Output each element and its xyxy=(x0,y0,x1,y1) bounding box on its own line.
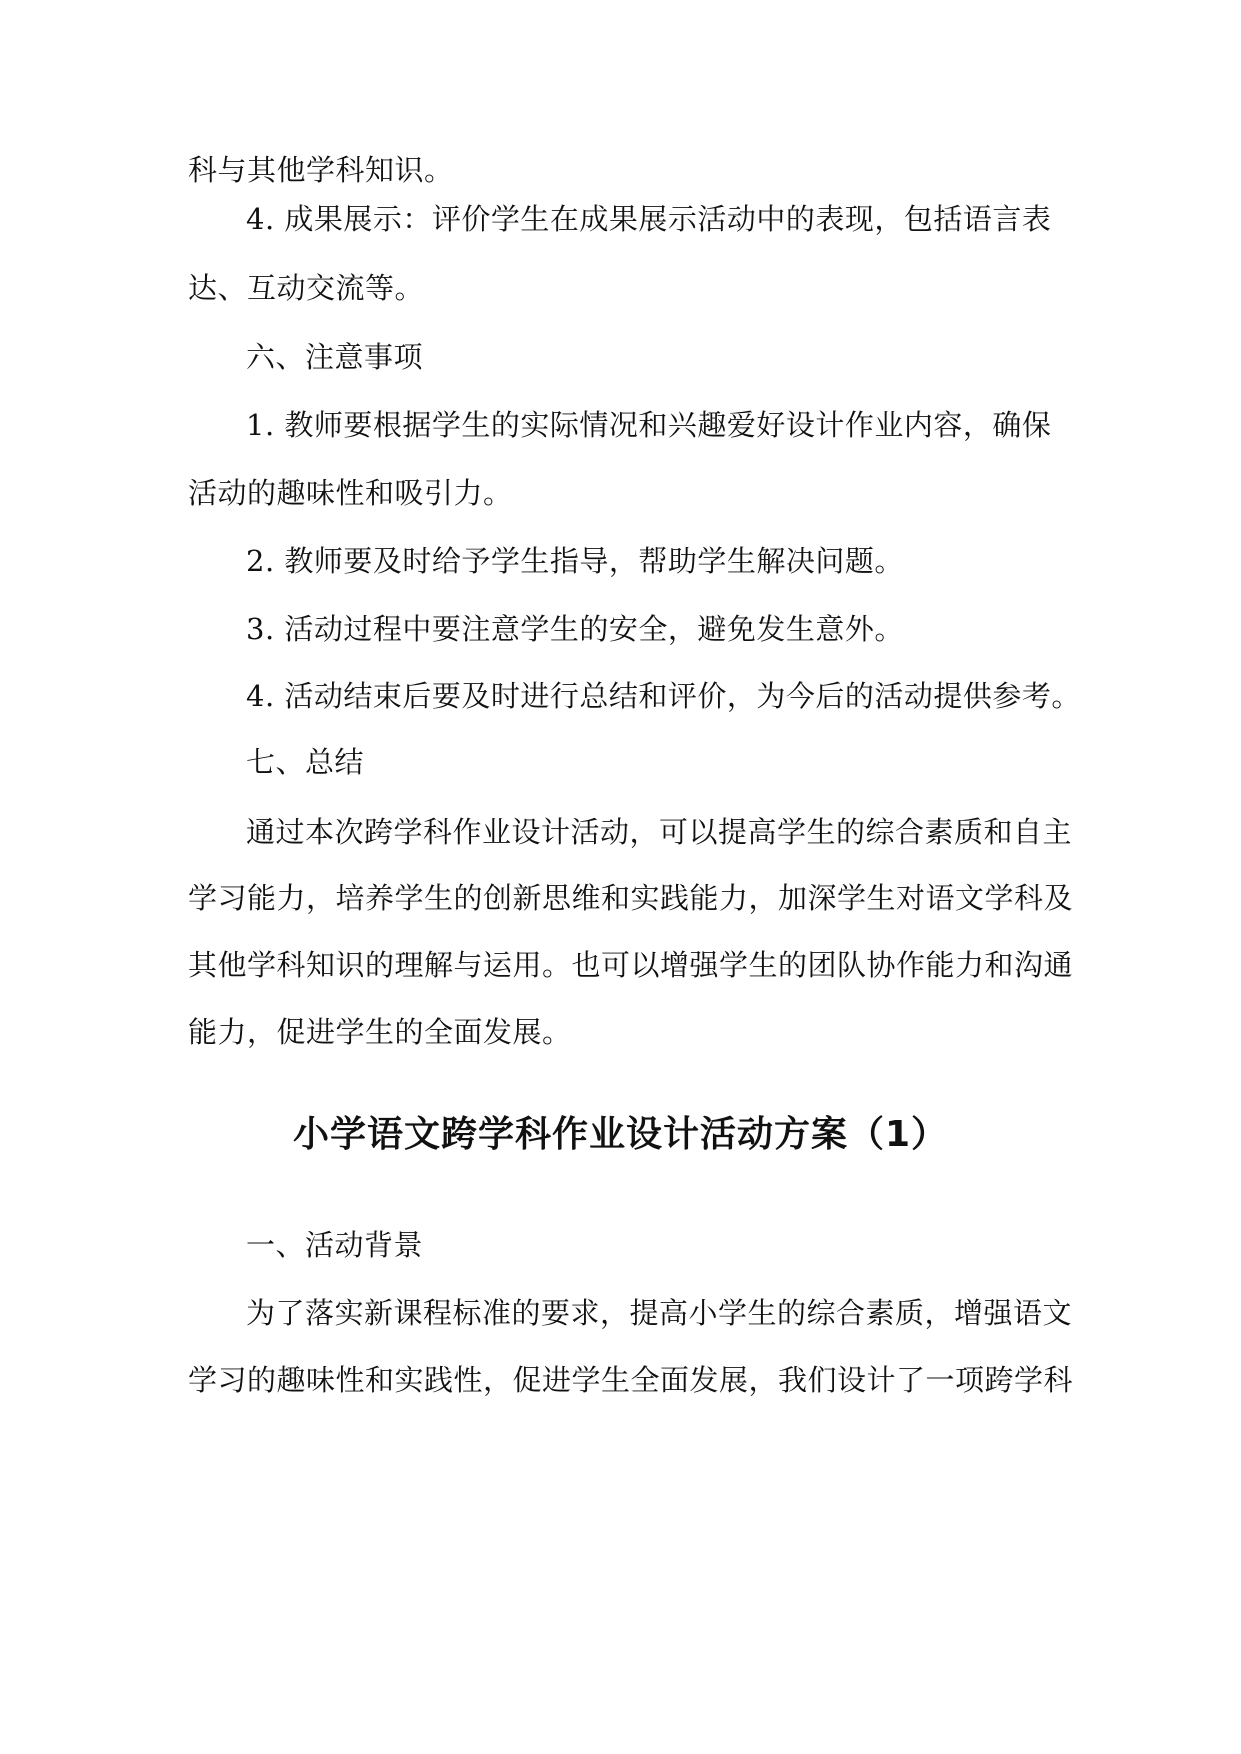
paragraph-line: 科与其他学科知识。 xyxy=(188,153,454,187)
section-heading: 七、总结 xyxy=(246,745,365,779)
section-heading: 六、注意事项 xyxy=(246,340,424,374)
paragraph-line: 4. 成果展示：评价学生在成果展示活动中的表现，包括语言表 xyxy=(246,202,1052,236)
paragraph-line: 能力，促进学生的全面发展。 xyxy=(188,1015,572,1049)
paragraph-line: 学习的趣味性和实践性，促进学生全面发展，我们设计了一项跨学科 xyxy=(188,1363,1074,1397)
paragraph-line: 为了落实新课程标准的要求，提高小学生的综合素质，增强语文 xyxy=(246,1296,1073,1330)
paragraph-line: 3. 活动过程中要注意学生的安全，避免发生意外。 xyxy=(246,612,904,646)
paragraph-line: 1. 教师要根据学生的实际情况和兴趣爱好设计作业内容，确保 xyxy=(246,408,1052,442)
paragraph-line: 学习能力，培养学生的创新思维和实践能力，加深学生对语文学科及 xyxy=(188,881,1074,915)
paragraph-line: 达、互动交流等。 xyxy=(188,271,425,305)
paragraph-line: 通过本次跨学科作业设计活动，可以提高学生的综合素质和自主 xyxy=(246,815,1073,849)
paragraph-line: 其他学科知识的理解与运用。也可以增强学生的团队协作能力和沟通 xyxy=(188,948,1074,982)
paragraph-line: 活动的趣味性和吸引力。 xyxy=(188,476,513,510)
section-heading: 一、活动背景 xyxy=(246,1228,424,1262)
paragraph-line: 4. 活动结束后要及时进行总结和评价，为今后的活动提供参考。 xyxy=(246,679,1081,713)
document-title: 小学语文跨学科作业设计活动方案（1） xyxy=(292,1114,949,1155)
paragraph-line: 2. 教师要及时给予学生指导，帮助学生解决问题。 xyxy=(246,544,904,578)
